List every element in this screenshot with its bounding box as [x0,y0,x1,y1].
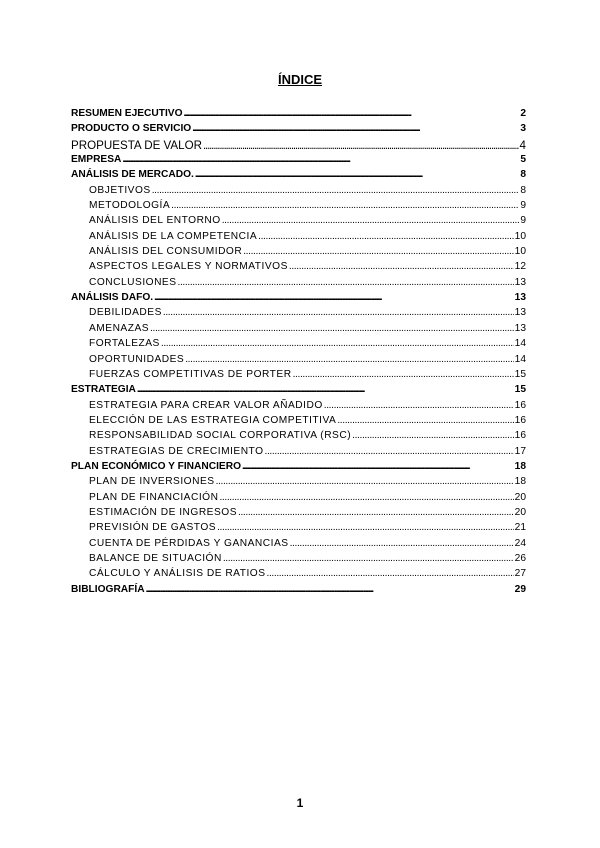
dot-leader [223,553,514,564]
toc-entry-page: 10 [514,246,526,258]
dot-leader [265,446,514,457]
toc-entry-page: 14 [514,353,526,365]
dot-leader [195,169,520,180]
dot-leader [137,384,514,395]
toc-entry-page: 12 [514,261,526,273]
toc-section-entry[interactable] [71,154,526,169]
toc-entry-page: 5 [520,154,526,166]
toc-subsection-entry[interactable] [71,277,526,292]
toc-entry-title: AMENAZAS [89,322,150,334]
toc-entry-page: 20 [514,491,526,503]
toc-entry-page: 9 [520,215,526,227]
toc-entry-title: CONCLUSIONES [89,276,177,288]
toc-subsection-entry[interactable] [71,568,526,583]
dot-leader [337,415,513,426]
toc-entry-title: ANÁLISIS DEL CONSUMIDOR [89,246,243,258]
dot-leader [152,185,520,196]
toc-entry-title: BIBLIOGRAFÍA [71,583,145,595]
dot-leader [192,123,519,134]
dot-leader [122,154,519,165]
toc-subsection-entry[interactable] [71,400,526,415]
toc-entry-page: 29 [514,583,526,595]
toc-entry-title: BALANCE DE SITUACIÓN [89,552,222,564]
dot-leader [238,507,514,518]
table-of-contents [71,108,526,599]
toc-entry-page: 8 [520,169,526,181]
toc-entry-title: ANÁLISIS DE LA COMPETENCIA [89,230,258,242]
toc-subsection-entry[interactable] [71,185,526,200]
dot-leader [222,215,520,226]
page-number: 1 [296,796,304,810]
dot-leader [219,492,513,503]
toc-entry-page: 13 [514,322,526,334]
toc-entry-page: 3 [520,123,526,135]
toc-entry-title: OBJETIVOS [89,184,151,196]
toc-entry-title: METODOLOGÍA [89,200,171,212]
toc-entry-title: ELECCIÓN DE LAS ESTRATEGIA COMPETITIVA [89,414,337,426]
toc-subsection-entry[interactable] [71,446,526,461]
toc-subsection-entry[interactable] [71,261,526,276]
toc-section-entry[interactable] [71,139,526,154]
toc-entry-page: 18 [514,460,526,472]
dot-leader [163,307,514,318]
toc-entry-title: OPORTUNIDADES [89,353,185,365]
toc-subsection-entry[interactable] [71,246,526,261]
toc-entry-page: 18 [514,476,526,488]
dot-leader [171,200,519,211]
toc-entry-title: ESTRATEGIA [71,384,136,396]
dot-leader [150,323,514,334]
dot-leader [352,430,514,441]
toc-entry-page: 16 [514,414,526,426]
toc-entry-page: 4 [519,138,526,152]
toc-subsection-entry[interactable] [71,231,526,246]
dot-leader [216,476,514,487]
toc-subsection-entry[interactable] [71,215,526,230]
toc-subsection-entry[interactable] [71,307,526,322]
toc-entry-title: ANÁLISIS DEL ENTORNO [89,215,221,227]
toc-entry-title: ANÁLISIS DE MERCADO. [71,169,194,181]
toc-entry-title: RESPONSABILIDAD SOCIAL CORPORATIVA (RSC) [89,430,352,442]
toc-entry-title: RESUMEN EJECUTIVO [71,108,183,119]
toc-entry-title: ANÁLISIS DAFO. [71,292,154,304]
toc-entry-title: DEBILIDADES [89,307,162,319]
toc-entry-page: 14 [514,338,526,350]
toc-entry-page: 21 [514,522,526,534]
dot-leader [258,231,514,242]
dot-leader [146,584,514,595]
toc-entry-page: 10 [514,230,526,242]
toc-entry-page: 15 [514,368,526,380]
toc-entry-title: ESTRATEGIA PARA CREAR VALOR AÑADIDO [89,399,323,411]
dot-leader [289,261,514,272]
toc-section-entry[interactable] [71,384,526,399]
toc-entry-title: PREVISIÓN DE GASTOS [89,522,217,534]
toc-entry-title: PROPUESTA DE VALOR [71,138,203,152]
toc-section-entry[interactable] [71,169,526,184]
toc-entry-page: 13 [514,292,526,304]
toc-section-entry[interactable] [71,292,526,307]
dot-leader [178,277,514,288]
toc-entry-page: 15 [514,384,526,396]
toc-subsection-entry[interactable] [71,430,526,445]
toc-subsection-entry[interactable] [71,553,526,568]
toc-subsection-entry[interactable] [71,538,526,553]
toc-section-entry[interactable] [71,584,526,599]
dot-leader [290,538,514,549]
toc-subsection-entry[interactable] [71,476,526,491]
toc-subsection-entry[interactable] [71,369,526,384]
toc-entry-page: 24 [514,537,526,549]
dot-leader [293,369,514,380]
toc-entry-title: PLAN DE INVERSIONES [89,476,215,488]
toc-entry-page: 8 [520,184,526,196]
toc-subsection-entry[interactable] [71,492,526,507]
toc-entry-title: FUERZAS COMPETITIVAS DE PORTER [89,368,292,380]
toc-entry-page: 16 [514,430,526,442]
toc-section-entry[interactable] [71,108,526,123]
toc-section-entry[interactable] [71,123,526,138]
toc-entry-title: FORTALEZAS [89,338,160,350]
toc-entry-title: PRODUCTO O SERVICIO [71,123,192,135]
toc-section-entry[interactable] [71,461,526,476]
toc-subsection-entry[interactable] [71,415,526,430]
toc-entry-title: PLAN DE FINANCIACIÓN [89,491,219,503]
dot-leader [267,568,514,579]
dot-leader [154,292,514,303]
dot-leader [243,246,513,257]
toc-entry-page: 16 [514,399,526,411]
dot-leader [324,400,514,411]
toc-entry-title: ESTRATEGIAS DE CRECIMIENTO [89,445,264,457]
toc-subsection-entry[interactable] [71,323,526,338]
page-title: ÍNDICE [277,72,323,87]
toc-entry-title: ASPECTOS LEGALES Y NORMATIVOS [89,261,288,273]
toc-subsection-entry[interactable] [71,354,526,369]
toc-entry-page: 13 [514,276,526,288]
toc-entry-page: 9 [520,200,526,212]
toc-subsection-entry[interactable] [71,507,526,522]
toc-entry-title: ESTIMACIÓN DE INGRESOS [89,506,237,518]
dot-leader [203,139,519,152]
toc-subsection-entry[interactable] [71,338,526,353]
dot-leader [161,338,514,349]
dot-leader [185,354,513,365]
toc-entry-title: PLAN ECONÓMICO Y FINANCIERO [71,460,241,472]
toc-entry-page: 20 [514,506,526,518]
dot-leader [217,522,514,533]
toc-entry-title: EMPRESA [71,154,122,166]
toc-entry-page: 2 [520,108,526,119]
toc-subsection-entry[interactable] [71,522,526,537]
toc-entry-title: CUENTA DE PÉRDIDAS Y GANANCIAS [89,537,289,549]
toc-entry-page: 13 [514,307,526,319]
toc-subsection-entry[interactable] [71,200,526,215]
dot-leader [242,461,514,472]
toc-entry-page: 17 [514,445,526,457]
dot-leader [184,108,520,119]
toc-entry-page: 27 [514,568,526,580]
toc-entry-title: CÁLCULO Y ANÁLISIS DE RATIOS [89,568,266,580]
toc-entry-page: 26 [514,552,526,564]
